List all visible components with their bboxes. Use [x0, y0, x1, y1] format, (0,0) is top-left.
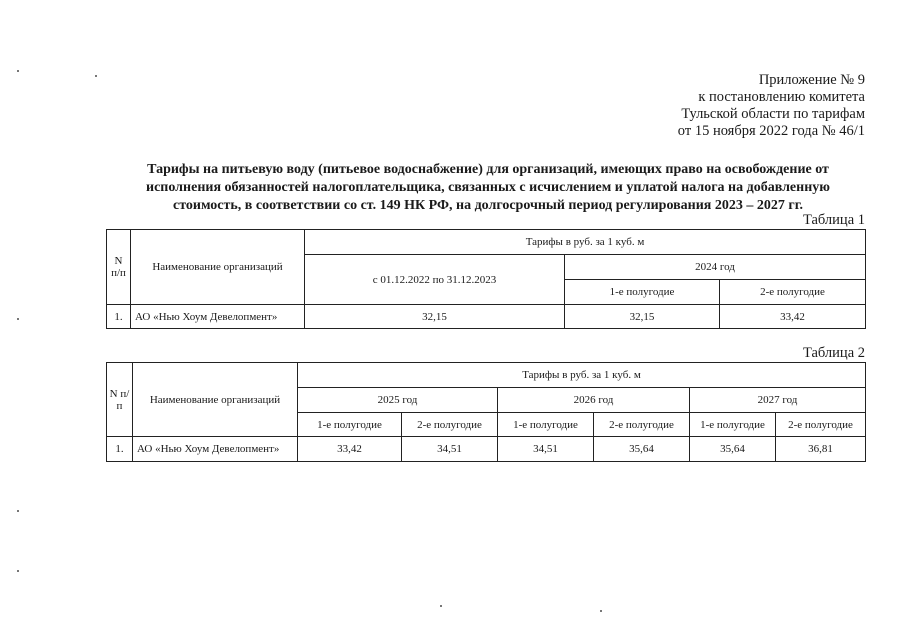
- tariff-table-1: [106, 229, 866, 329]
- tariff-header: Тарифы в руб. за 1 куб. м: [298, 363, 866, 388]
- table2-label: Таблица 2: [802, 345, 865, 361]
- half-year-header: 1-е полугодие: [565, 280, 720, 305]
- row-number: 1.: [107, 305, 131, 329]
- scan-speck: [95, 75, 97, 77]
- table-row: [107, 437, 866, 462]
- title-line: Тарифы на питьевую воду (питьевое водоснабжение) для организаций, имеющих право на освобождение от: [147, 162, 829, 177]
- scan-speck: [17, 570, 19, 572]
- col-header-number: N п/п: [107, 363, 133, 437]
- half-year-header: 1-е полугодие: [298, 413, 402, 437]
- scan-speck: [17, 318, 19, 320]
- title-line: стоимость, в соответствии со ст. 149 НК РФ, на долгосрочный период регулирования 2023 – 2027 гг.: [172, 198, 804, 213]
- half-year-header: 2-е полугодие: [720, 280, 866, 305]
- tariff-table-2: [106, 362, 866, 462]
- tariff-header: Тарифы в руб. за 1 куб. м: [305, 230, 866, 255]
- half-year-header: 2-е полугодие: [594, 413, 690, 437]
- year-header: 2026 год: [498, 388, 690, 413]
- half-year-header: 1-е полугодие: [498, 413, 594, 437]
- appendix-line: Тульской области по тарифам: [681, 106, 865, 122]
- year-header: 2027 год: [690, 388, 866, 413]
- title-line: исполнения обязанностей налогоплательщика, связанных с исчислением и уплатой налога на добавленную: [146, 180, 830, 195]
- tariff-value: 36,81: [776, 437, 866, 462]
- tariff-value: 32,15: [565, 305, 720, 329]
- scan-speck: [17, 70, 19, 72]
- scan-speck: [600, 610, 602, 612]
- half-year-header: 2-е полугодие: [402, 413, 498, 437]
- tariff-value: 35,64: [594, 437, 690, 462]
- appendix-block: [678, 72, 865, 140]
- col-header-number: N п/п: [107, 230, 131, 305]
- tariff-value: 34,51: [498, 437, 594, 462]
- appendix-line: к постановлению комитета: [698, 89, 865, 105]
- scan-speck: [440, 605, 442, 607]
- tariff-value: 35,64: [690, 437, 776, 462]
- tariff-value: 33,42: [298, 437, 402, 462]
- row-number: 1.: [107, 437, 133, 462]
- tariff-value: 34,51: [402, 437, 498, 462]
- year-header: 2024 год: [565, 255, 866, 280]
- table-row: [107, 305, 866, 329]
- appendix-line: Приложение № 9: [758, 72, 865, 88]
- scan-speck: [17, 510, 19, 512]
- period-header: с 01.12.2022 по 31.12.2023: [305, 255, 565, 305]
- table1-label: Таблица 1: [802, 212, 865, 228]
- year-header: 2025 год: [298, 388, 498, 413]
- col-header-organization: Наименование организаций: [131, 230, 305, 305]
- tariff-value: 33,42: [720, 305, 866, 329]
- half-year-header: 2-е полугодие: [776, 413, 866, 437]
- organization-name: АО «Нью Хоум Девелопмент»: [131, 305, 305, 329]
- tariff-value: 32,15: [305, 305, 565, 329]
- organization-name: АО «Нью Хоум Девелопмент»: [133, 437, 298, 462]
- appendix-line: от 15 ноября 2022 года № 46/1: [677, 123, 865, 139]
- col-header-organization: Наименование организаций: [133, 363, 298, 437]
- half-year-header: 1-е полугодие: [690, 413, 776, 437]
- document-title: [98, 161, 878, 215]
